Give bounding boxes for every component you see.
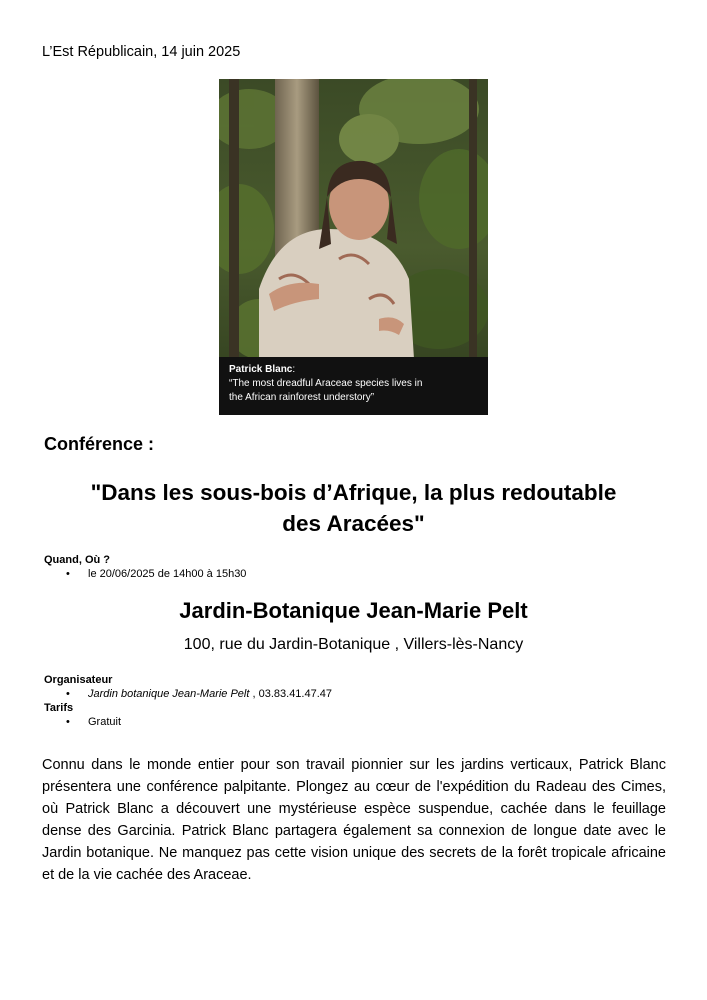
when-where-label: Quand, Où ? bbox=[44, 554, 110, 566]
venue-name: Jardin-Botanique Jean-Marie Pelt bbox=[179, 598, 528, 623]
speaker-photo bbox=[219, 79, 488, 415]
caption-suffix: : bbox=[292, 364, 296, 375]
conference-title bbox=[40, 477, 667, 539]
caption-name: Patrick Blanc bbox=[229, 364, 293, 375]
pricing-label: Tarifs bbox=[44, 702, 74, 714]
organizer-separator: , bbox=[249, 688, 259, 700]
list-item: • le 20/06/2025 de 14h00 à 15h30 bbox=[44, 567, 644, 581]
title-line-1: "Dans les sous-bois d’Afrique, la plus redoutable bbox=[90, 480, 617, 505]
when-where-section bbox=[44, 554, 644, 581]
venue-address: 100, rue du Jardin-Botanique , Villers-lès-Nancy bbox=[183, 636, 524, 653]
photo-caption bbox=[219, 357, 488, 415]
organizer-phone: 03.83.41.47.47 bbox=[258, 688, 333, 700]
organizer-label: Organisateur bbox=[44, 674, 113, 686]
section-heading: Conférence : bbox=[44, 434, 155, 454]
caption-quote-line-2: the African rainforest understory” bbox=[229, 392, 375, 403]
list-item: • Gratuit bbox=[44, 715, 664, 729]
organizer-item bbox=[44, 687, 664, 701]
title-line-2: des Aracées" bbox=[282, 511, 425, 536]
newspaper-source: L’Est Républicain, 14 juin 2025 bbox=[42, 44, 241, 60]
organizer-name: Jardin botanique Jean-Marie Pelt bbox=[88, 688, 250, 700]
caption-quote-line-1: “The most dreadful Araceae species lives in bbox=[229, 378, 423, 389]
organizer-section bbox=[44, 674, 664, 729]
description-paragraph: Connu dans le monde entier pour son travail pionnier sur les jardins verticaux, Patrick Blanc présentera une conférence palpitante. Plongez au cœur de l'expédition du Radeau des Cimes, où Patrick Blanc a découvert une mystérieuse espèce suspendue, cachée dans le feuillage dense des Garcinia. Patrick Blanc partagera également sa connexion de longue date avec le Jardin botanique. Ne manquez pas cette vision unique des secrets de la forêt tropicale africaine et de la vie cachée des Araceae. bbox=[42, 757, 666, 883]
